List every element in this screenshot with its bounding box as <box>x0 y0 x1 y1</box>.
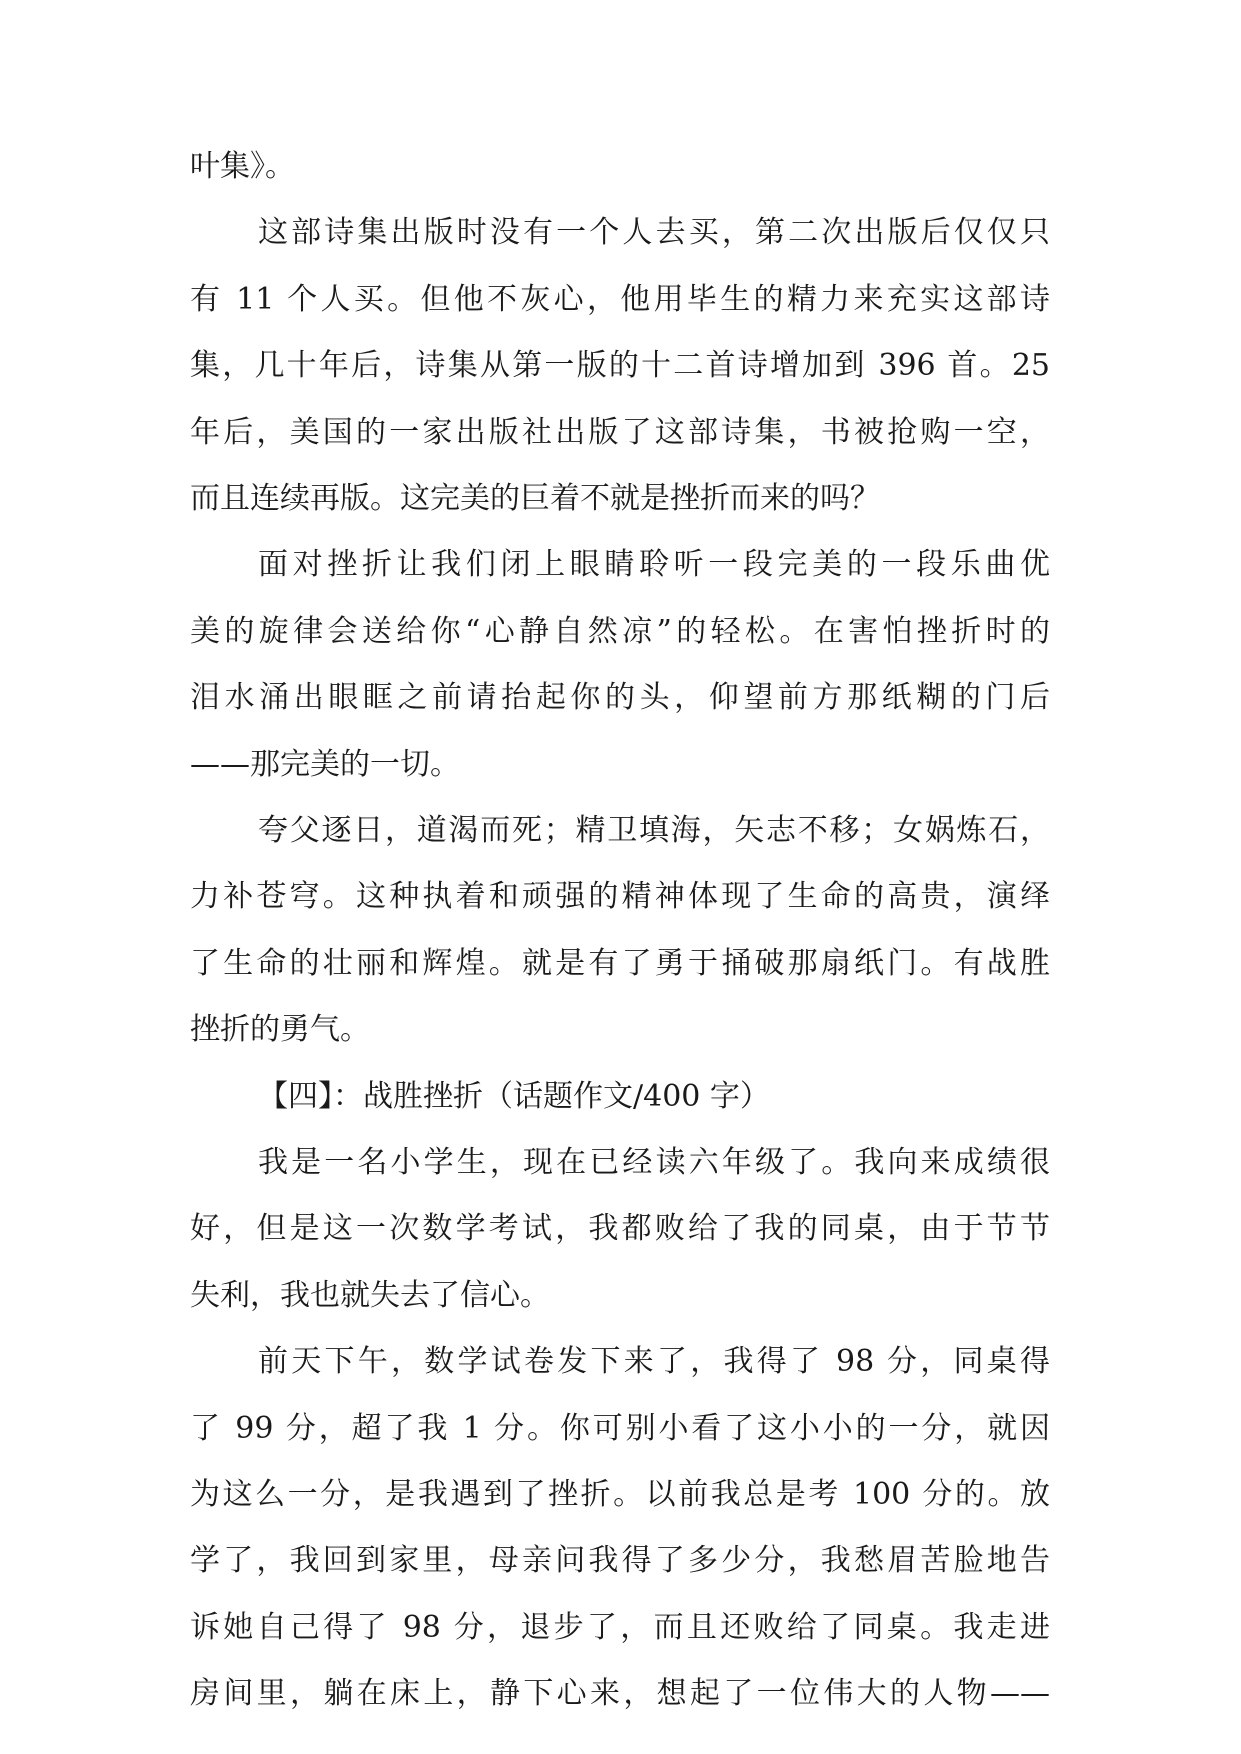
text-line: 集，几十年后，诗集从第一版的十二首诗增加到 396 首。25 <box>190 348 1050 383</box>
text-line: 好，但是这一次数学考试，我都败给了我的同桌，由于节节 <box>190 1211 1050 1246</box>
text-line: 诉她自己得了 98 分，退步了，而且还败给了同桌。我走进 <box>190 1610 1050 1645</box>
text-line: 力补苍穹。这种执着和顽强的精神体现了生命的高贵，演绎 <box>190 879 1050 914</box>
text-line: 前天下午，数学试卷发下来了，我得了 98 分，同桌得 <box>258 1344 1050 1379</box>
text-line: 学了，我回到家里，母亲问我得了多少分，我愁眉苦脸地告 <box>190 1543 1050 1578</box>
text-line: 夸父逐日，道渴而死；精卫填海，矢志不移；女娲炼石， <box>258 813 1050 848</box>
text-line: 年后，美国的一家出版社出版了这部诗集，书被抢购一空， <box>190 415 1050 450</box>
text-line: 我是一名小学生，现在已经读六年级了。我向来成绩很 <box>258 1145 1050 1180</box>
text-line: 而且连续再版。这完美的巨着不就是挫折而来的吗？ <box>190 481 880 516</box>
text-line: 面对挫折让我们闭上眼睛聆听一段完美的一段乐曲优 <box>258 547 1050 582</box>
text-line: 了生命的壮丽和辉煌。就是有了勇于捅破那扇纸门。有战胜 <box>190 946 1050 981</box>
section-heading: 【四】：战胜挫折（话题作文/400 字） <box>258 1079 770 1114</box>
text-line: 叶集》。 <box>190 149 295 184</box>
text-line: 房间里，躺在床上，静下心来，想起了一位伟大的人物—— <box>190 1676 1050 1711</box>
text-line: 挫折的勇气。 <box>190 1012 370 1047</box>
text-line: 泪水涌出眼眶之前请抬起你的头，仰望前方那纸糊的门后 <box>190 680 1050 715</box>
text-line: 为这么一分，是我遇到了挫折。以前我总是考 100 分的。放 <box>190 1477 1050 1512</box>
text-line: 失利，我也就失去了信心。 <box>190 1278 550 1313</box>
text-line: 了 99 分，超了我 1 分。你可别小看了这小小的一分，就因 <box>190 1411 1050 1446</box>
text-line: 有 11 个人买。但他不灰心，他用毕生的精力来充实这部诗 <box>190 282 1050 317</box>
text-line: 这部诗集出版时没有一个人去买，第二次出版后仅仅只 <box>258 215 1050 250</box>
text-line: 美的旋律会送给你“心静自然凉”的轻松。在害怕挫折时的 <box>190 614 1050 649</box>
text-line: ——那完美的一切。 <box>190 747 460 782</box>
